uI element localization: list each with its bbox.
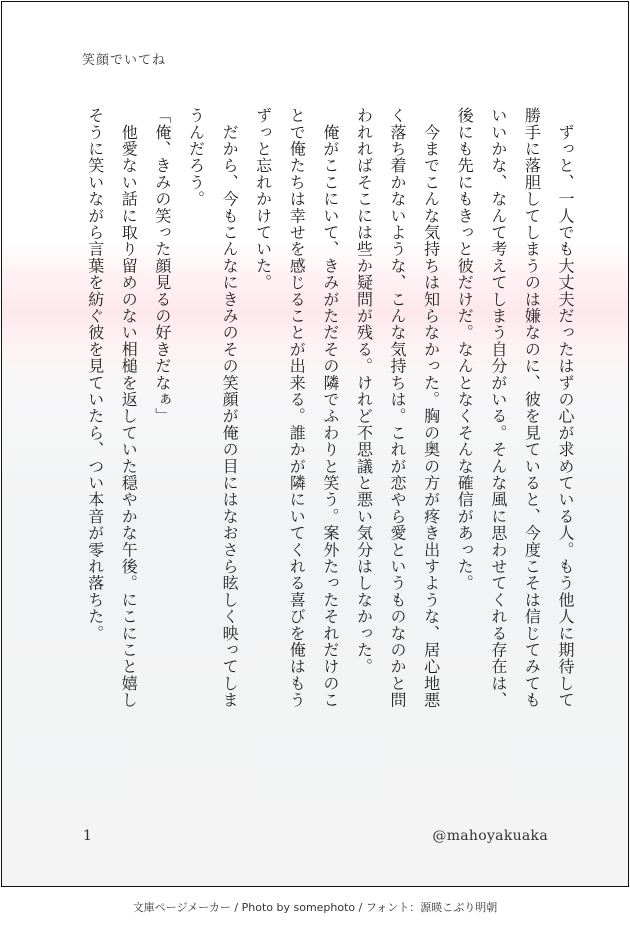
author-handle: @mahoyakuaka	[432, 828, 548, 844]
text-line: 勝手に落胆してしまうのは嫌なのに、彼を見ていると、今度こそは信じてみても	[522, 107, 542, 709]
text-line: そうに笑いながら言葉を紡ぐ彼を見ていたら、つい本音が零れ落ちた。	[85, 107, 105, 642]
text-line: いいかな、なんて考えてしまう自分がいる。そんな風に思わせてくれる存在は、	[488, 107, 508, 709]
text-line: 今までこんな気持ちは知らなかった。胸の奥の方が疼き出すような、居心地悪	[421, 107, 441, 709]
text-line: 他愛ない話に取り留めのない相槌を返していた穏やかな午後。にこにこと嬉し	[119, 107, 139, 709]
text-line: ずっと、一人でも大丈夫だったはずの心が求めている人。もう他人に期待して	[556, 107, 575, 709]
page-number: 1	[83, 828, 92, 844]
text-line: 「俺、きみの笑った顔見るの好きだなぁ」	[152, 107, 172, 425]
text-line: とで俺たちは幸せを感じることが出来る。誰かが隣にいてくれる喜びを俺はもう	[287, 107, 307, 709]
story-text	[78, 107, 582, 827]
text-line: うんだろう。	[186, 107, 206, 208]
text-line: ずっと忘れかけていた。	[253, 107, 273, 291]
page-title: 笑顔でいてね	[82, 53, 167, 68]
footer-credit: 文庫ページメーカー / Photo by somephoto / フォント：源暎こぶり明朝	[132, 901, 498, 914]
text-line: だから、今もこんなにきみのその笑顔が俺の目にはなおさら眩しく映ってしま	[220, 107, 240, 709]
text-line: 俺がここにいて、きみがただその隣でふわりと笑う。案外たったそれだけのこ	[320, 107, 340, 709]
text-line: 後にも先にもきっと彼だけだ。なんとなくそんな確信があった。	[455, 107, 475, 592]
book-page	[1, 1, 629, 887]
text-line: われればそこには些か疑問が残る。けれど不思議と悪い気分はしなかった。	[354, 107, 374, 675]
text-line: く落ち着かないような、こんな気持ちは。これが恋やら愛というものなのかと問	[388, 107, 408, 709]
